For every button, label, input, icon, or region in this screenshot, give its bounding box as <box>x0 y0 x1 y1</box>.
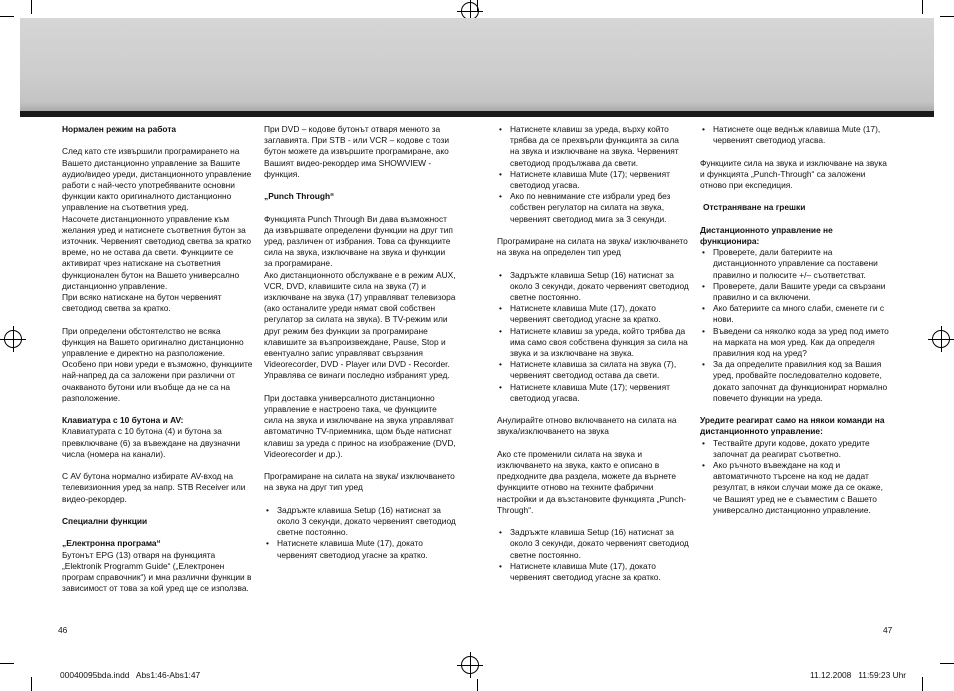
crop-mark <box>31 677 32 691</box>
registration-mark <box>461 656 479 674</box>
paragraph: След като сте извършили програмирането на Вашето дистанционно управление за Вашите аудио/видео уреди, дистанционното управление работи с най-често употребяваните основни функции както оригиналното дистанционно управление на съответния уред. <box>62 146 252 213</box>
list-item: • Ако батериите са много слаби, сменете ги с нови. <box>702 303 885 325</box>
paragraph: С AV бутона нормално избирате AV-вход на телевизионния уред за напр. STB Receiver или видео-рекордер. <box>62 471 246 504</box>
paragraph: При доставка универсалното дистанционно управление е настроено така, че функциите сила на звука и изключване на звука управляват автоматично TV-приемника, щом бъде натиснат клавиш за уреда с принос на изображение (DVD, Videorecorder и др.). <box>264 392 456 459</box>
list-item: • Ако по невнимание сте избрали уред без собствен регулатор на силата на звука, червеният светодиод мига за 3 секунди. <box>499 191 671 224</box>
list-item: • Въведени са няколко кода за уред под името на марката на моя уред. Как да определя правилния код на уред? <box>702 325 889 359</box>
list-item: • Натиснете клавиша Mute (17); червеният светодиод угасва. <box>499 168 670 191</box>
bullet-list <box>497 527 689 583</box>
list-item: • Натиснете клавиша Mute (17), докато червеният светодиод угасне за кратко. <box>499 303 661 325</box>
list-item: • Натиснете клавиша Mute (17), докато червеният светодиод угасне за кратко. <box>499 560 661 583</box>
list-item: • Натиснете клавиша Mute (17); червеният светодиод угасва. <box>499 381 670 403</box>
list-item: • За да определите правилния код за Вашия уред, пробвайте последователно кодовете, докато започнат да функционират нормално повечето функции на уреда. <box>702 359 888 403</box>
paragraph: При DVD – кодове бутонът отваря менюто за заглавията. При STB - или VCR – кодове с този бутон можете да извършите програмиране, ако Вашият видео-рекордер има SHOWVIEW - функция. <box>264 124 450 179</box>
section-title-normal-mode: Нормален режим на работа <box>62 124 177 134</box>
list-item: • Натиснете още веднъж клавиша Mute (17), червеният светодиод угасва. <box>702 124 881 146</box>
list-item: • Задръжте клавиша Setup (16) натиснат за около 3 секунди, докато червеният светодиод светне постоянно. <box>499 527 689 560</box>
paragraph: Бутонът EPG (13) отваря на функцията „Elektronik Programm Guide“ („Електронен програм справочник“) и мна различни функции в зависимост от това за кой уред ще се използва. <box>62 549 252 594</box>
section-title-epg: „Електронна програма“ <box>62 538 161 549</box>
header-banner-bar <box>20 111 934 117</box>
registration-mark <box>932 330 950 348</box>
paragraph: Програмиране на силата на звука/ изключването на звука на определен тип уред <box>497 236 688 258</box>
section-title-remote-not-working: Дистанционното управление не функционира: <box>700 224 833 246</box>
paragraph: Функциите сила на звука и изключване на звука и функцията „Punch-Through“ са заложени отново при експедиция. <box>700 157 887 190</box>
page-number-right: 47 <box>883 625 893 635</box>
column-2 <box>264 124 456 572</box>
list-item: • Ако ръчното въвеждане на код и автоматичното търсене на код не дадат резултат, в някои случаи може да се окаже, че Вашият уред не е съвместим с Вашето универсално дистанционно управление. <box>702 460 883 515</box>
paragraph: Ако сте променили силата на звука и изключването на звука, както е описано в предходните два раздела, можете да върнете функциите отново на техните фабрични настройки и да възстановите функцията „Punch-Through“. <box>497 448 687 515</box>
keyboard-section <box>62 415 254 460</box>
list-item: • Натиснете клавиш за уреда, върху който трябва да се прехвърли функцията за сила на звука и изключване на звука. Червеният светодиод продължава да свети. <box>499 124 679 168</box>
list-item: • Задръжте клавиша Setup (16) натиснат за около 3 секунди, докато червеният светодиод светне постоянно. <box>499 269 689 303</box>
list-item: • Тествайте други кодове, докато уредите започнат да реагират съответно. <box>702 437 870 459</box>
paragraph: Клавиатурата с 10 бутона (4) и бутона за превключване (6) за въвеждане на двузначни числа (номера на канали). <box>62 426 241 459</box>
section-title-punch-through: „Punch Through“ <box>264 191 335 202</box>
paragraph: Програмиране на силата на звука/ изключването на звука на друг тип уред <box>264 471 455 493</box>
footer-file-info: 00040095bda.indd Abs1:46-Abs1:47 <box>60 670 201 680</box>
crop-mark <box>922 0 923 14</box>
paragraph: При определени обстоятелство не всяка функция на Вашето оригинално дистанционно управление е директно на разположение. Особено при нови уреди е възможно, функциите най-напред да са заложени при различни от очакваното бутони или въобще да не са на разположение. <box>62 325 253 403</box>
crop-mark <box>0 663 14 664</box>
list-item: • Задръжте клавиша Setup (16) натиснат за около 3 секунди, докато червеният светодиод светне постоянно. <box>266 504 456 538</box>
bullet-list <box>497 124 689 225</box>
bullet-list <box>264 505 456 561</box>
registration-mark <box>4 330 22 348</box>
paragraph: При всяко натискане на бутон червеният светодиод светва за кратко. <box>62 292 222 314</box>
section-title-special: Специални функции <box>62 516 148 527</box>
paragraph: Функцията Punch Through Ви дава възможност да извършвате определени функции на друг тип уред, различен от избрания. Това са функциите сила на звука, изключване на звука и функции за програмиране. <box>264 213 453 269</box>
page-number-left: 46 <box>58 625 68 635</box>
paragraph: Ако дистанционното обслужване е в режим AUX, VCR, DVD, клавишите сила на звука (7) и изключване на звука (17) управляват телевизора (ако останалите уреди нямат свой собствен регулатор за силата на звука). В TV-режим или друг режим без функции за програмиране клавишите за възпроизвеждане, Pause, Stop и евентуално запис управляват свързания Videorecorder, DVD - Player или DVD - Recorder. Управлява се винаги последно избраният уред. <box>264 269 456 381</box>
header-banner <box>20 18 934 117</box>
bullet-list <box>497 270 689 404</box>
crop-mark <box>0 16 14 17</box>
column-1 <box>62 124 254 606</box>
list-item: • Проверете, дали Вашите уреди са свързани правилно и са включени. <box>702 280 886 302</box>
crop-mark <box>31 0 32 14</box>
bullet-list <box>700 438 892 516</box>
crop-mark <box>940 663 954 664</box>
column-4 <box>700 124 892 527</box>
column-3 <box>497 124 689 594</box>
list-item: • Проверете, дали батериите на дистанционното управление са поставени правилно и полюсите +/– съответстват. <box>702 247 878 280</box>
bullet-list <box>700 247 892 404</box>
crop-mark <box>922 677 923 691</box>
crop-mark <box>940 16 954 17</box>
paragraph: Анулирайте отново включването на силата на звука/изключването на звука <box>497 415 677 437</box>
section-title-partial-reaction: Уредите реагират само на някои команди на дистанционното управление: <box>700 415 885 437</box>
section-title-troubleshooting: Отстраняване на грешки <box>703 202 806 213</box>
crop-mark <box>477 679 478 691</box>
epg-section <box>62 538 254 594</box>
bullet-list <box>700 124 892 146</box>
footer-timestamp: 11.12.2008 11:59:23 Uhr <box>810 670 907 680</box>
paragraph: Насочете дистанционното управление към желания уред и натиснете съответния бутон за източник. Червеният светодиод светва за кратко време, но не остава да свети. Функциите се активират чрез натискане на съответния функционален бутон на Вашето универсално дистанционно управление. <box>62 213 251 291</box>
list-item: • Натиснете клавиш за уреда, който трябва да има само своя собствена функция за сила на звука и за изключване на звука. <box>499 325 688 359</box>
section-title-keyboard: Клавиатура с 10 бутона и AV: <box>62 415 184 426</box>
list-item: • Натиснете клавиша Mute (17), докато червеният светодиод угасне за кратко. <box>266 538 428 560</box>
list-item: • Натиснете клавиша за силата на звука (7), червеният светодиод остава да свети. <box>499 359 677 381</box>
